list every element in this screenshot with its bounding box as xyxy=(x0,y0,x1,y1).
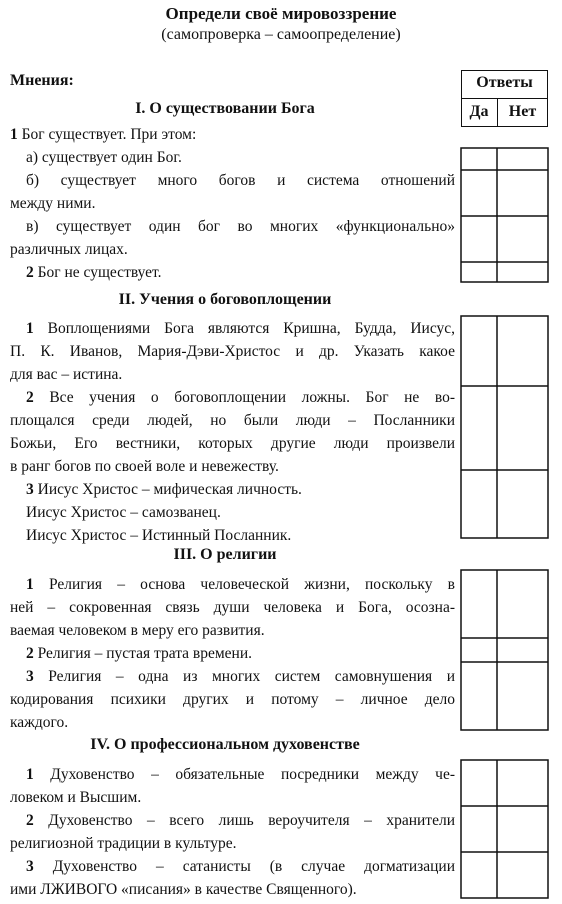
opinion-line: б) существует много богов и система отношений xyxy=(26,172,455,189)
opinion-line: Божьи, Его вестники, которых другие люди произвели xyxy=(10,435,455,452)
opinion-line: 2 Духовенство – всего лишь вероучителя – хранители xyxy=(26,812,455,829)
answers-header-no: Нет xyxy=(508,103,537,120)
opinion-line: Иисус Христос – самозванец. xyxy=(26,504,221,521)
opinion-line: 2 Религия – пустая трата времени. xyxy=(26,645,253,662)
opinion-line: для вас – истина. xyxy=(10,366,123,383)
section-heading: IV. О профессиональном духовенстве xyxy=(90,736,360,753)
answers-header-yes: Да xyxy=(469,103,489,120)
page-title: Определи своё мировоззрение xyxy=(165,4,397,23)
opinion-line: площался среди людей, но были люди – Посланники xyxy=(10,412,455,429)
opinion-line: 2 Бог не существует. xyxy=(26,264,162,281)
opinion-line: различных лицах. xyxy=(10,241,128,258)
answer-grid xyxy=(461,570,548,730)
opinion-line: 3 Религия – одна из многих систем самовнушения и xyxy=(26,668,455,685)
answer-grid xyxy=(461,760,548,898)
section-heading: I. О существовании Бога xyxy=(135,100,315,117)
opinion-line: ней – сокровенная связь души человека и Бога, осозна- xyxy=(10,599,455,616)
opinion-line: а) существует один Бог. xyxy=(26,149,182,166)
opinion-line: 3 Духовенство – сатанисты (в случае догматизации xyxy=(26,858,455,875)
opinion-line: 1 Воплощениями Бога являются Кришна, Будда, Иисус, xyxy=(26,320,455,337)
opinion-line: 1 Духовенство – обязательные посредники между че- xyxy=(26,766,455,783)
answers-header-title: Ответы xyxy=(476,74,533,91)
opinion-line: 1 Религия – основа человеческой жизни, поскольку в xyxy=(26,576,455,593)
opinion-line: ловеком и Высшим. xyxy=(10,789,142,806)
opinion-line: 3 Иисус Христос – мифическая личность. xyxy=(26,481,302,498)
opinion-line: в) существует один бог во многих «функционально» xyxy=(26,218,455,235)
section-heading: III. О религии xyxy=(173,546,277,563)
opinion-line: 1 Бог существует. При этом: xyxy=(10,126,197,143)
opinion-line: 2 Все учения о боговоплощении ложны. Бог не во- xyxy=(26,389,455,406)
opinions-label: Мнения: xyxy=(10,72,74,89)
opinion-line: кодирования психики других и потому – личное дело xyxy=(10,691,455,708)
page-subtitle: (самопроверка – самоопределение) xyxy=(161,26,401,43)
opinion-line: каждого. xyxy=(10,714,69,731)
opinion-line: религиозной традиции в культуре. xyxy=(10,835,237,852)
opinion-line: ими ЛЖИВОГО «писания» в качестве Священного). xyxy=(10,881,357,898)
opinion-line: Иисус Христос – Истинный Посланник. xyxy=(26,527,292,544)
answer-grid xyxy=(461,316,548,538)
opinion-line: П. К. Иванов, Мария-Дэви-Христос и др. Указать какое xyxy=(10,343,455,360)
section-heading: II. Учения о боговоплощении xyxy=(118,291,332,308)
opinion-line: между ними. xyxy=(10,195,96,212)
opinion-line: в ранг богов по своей воле и невежеству. xyxy=(10,458,279,475)
opinion-line: ваемая человеком в меру его развития. xyxy=(10,622,265,639)
